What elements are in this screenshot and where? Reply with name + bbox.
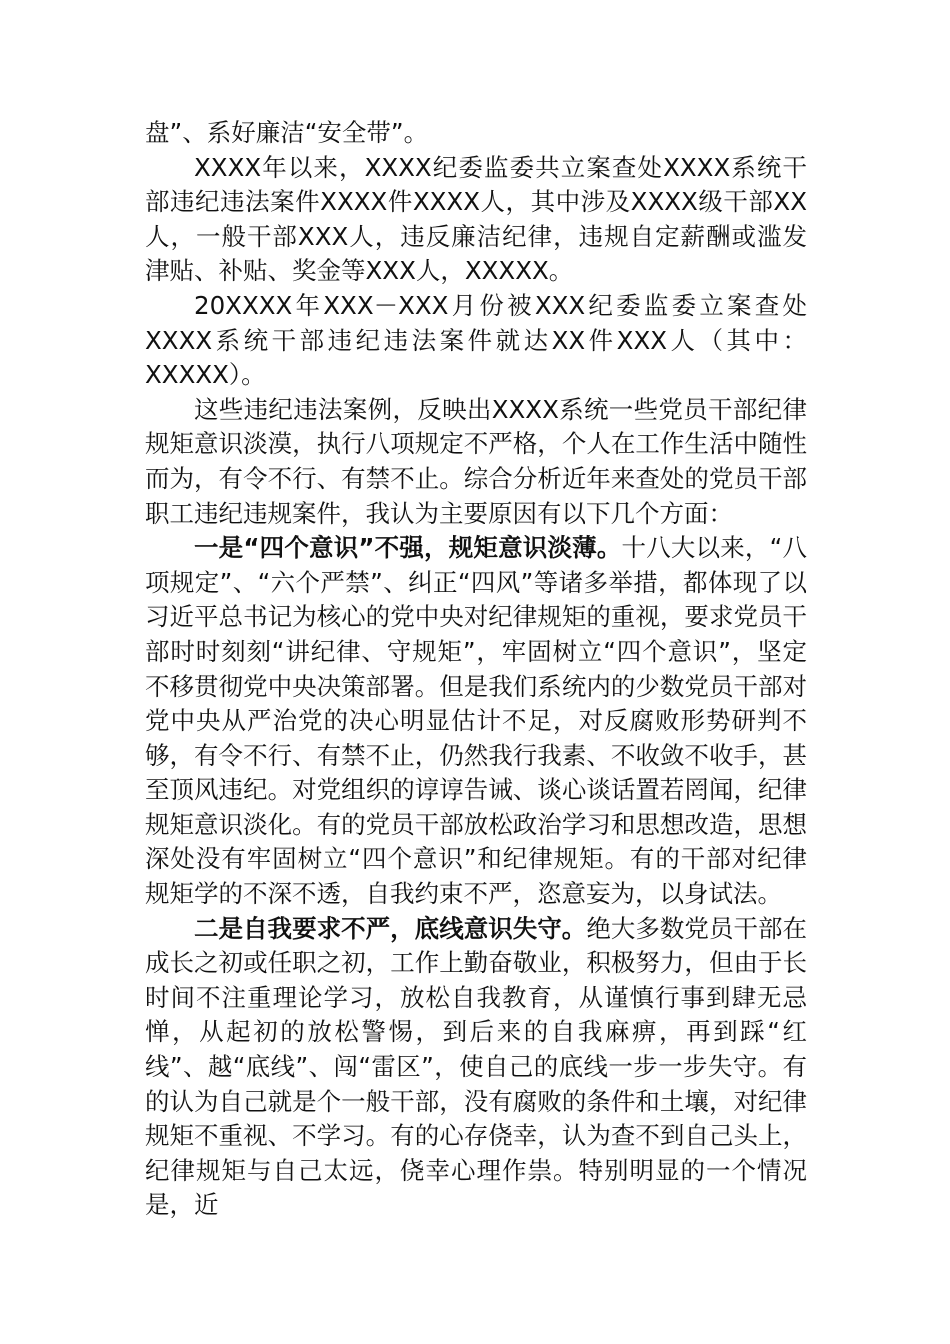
paragraph-lead-heading: 一是“四个意识”不强，规矩意识淡薄。 — [194, 533, 622, 563]
paragraph-reason-two — [145, 912, 807, 1223]
paragraph-text: 20XXXX年XXX－XXX月份被XXX纪委监委立案查处XXXX系统干部违纪违法案件就达XX件XXX人（其中：XXXXX）。 — [145, 290, 807, 390]
paragraph-reason-one — [145, 531, 807, 912]
document-body — [145, 116, 807, 1223]
paragraph-text: 十八大以来，“八项规定”、“六个严禁”、纠正“四风”等诸多举措，都体现了以习近平总书记为核心的党中央对纪律规矩的重视，要求党员干部时时刻刻“讲纪律、守规矩”，牢固树立“四个意识”，坚定不移贯彻党中央决策部署。但是我们系统内的少数党员干部对党中央从严治党的决心明显估计不足，对反腐败形势研判不够，有令不行、有禁不止，仍然我行我素、不收敛不收手，甚至顶风违纪。对党组织的谆谆告诫、谈心谈话置若罔闻，纪律规矩意识淡化。有的党员干部放松政治学习和思想改造，思想深处没有牢固树立“四个意识”和纪律规矩。有的干部对纪律规矩学的不深不透，自我约束不严，恣意妄为，以身试法。 — [145, 533, 807, 909]
paragraph-text: 这些违纪违法案例，反映出XXXX系统一些党员干部纪律规矩意识淡漠，执行八项规定不严格，个人在工作生活中随性而为，有令不行、有禁不止。综合分析近年来查处的党员干部职工违纪违规案件，我认为主要原因有以下几个方面： — [145, 394, 807, 528]
paragraph-lead-heading: 二是自我要求不严，底线意识失守。 — [194, 913, 587, 943]
paragraph-analysis-intro — [145, 393, 807, 531]
paragraph-text: 绝大多数党员干部在成长之初或任职之初，工作上勤奋敬业，积极努力，但由于长时间不注重理论学习，放松自我教育，从谨慎行事到肆无忌惮，从起初的放松警惕，到后来的自我麻痹，再到踩“红线”、越“底线”、闯“雷区”，使自己的底线一步一步失守。有的认为自己就是个一般干部，没有腐败的条件和土壤，对纪律规矩不重视、不学习。有的心存侥幸，认为查不到自己头上，纪律规矩与自己太远，侥幸心理作祟。特别明显的一个情况是，近 — [145, 913, 808, 1220]
paragraph-continuation — [145, 116, 807, 151]
paragraph-recent-cases — [145, 289, 807, 393]
paragraph-case-statistics — [145, 151, 807, 289]
paragraph-text: 盘”、系好廉洁“安全带”。 — [145, 118, 429, 147]
paragraph-text: XXXX年以来，XXXX纪委监委共立案查处XXXX系统干部违纪违法案件XXXX件XXXX人，其中涉及XXXX级干部XX人，一般干部XXX人，违反廉洁纪律，违规自定薪酬或滥发津贴、补贴、奖金等XXX人，XXXXX。 — [145, 152, 807, 286]
